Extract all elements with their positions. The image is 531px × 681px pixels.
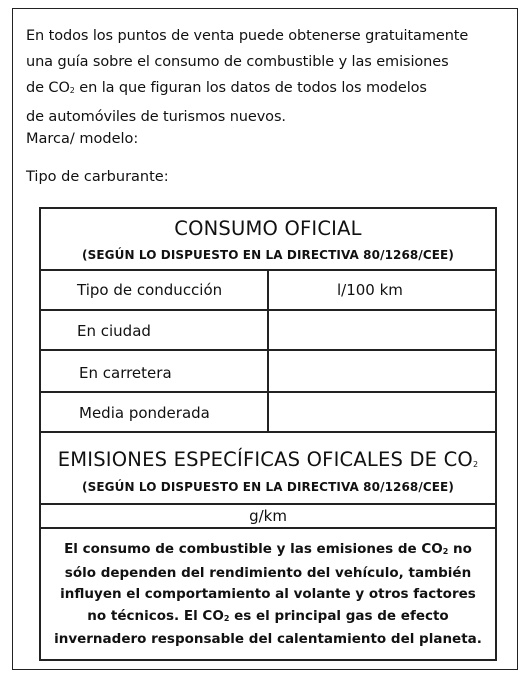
consumption-title: CONSUMO OFICIAL [174, 217, 362, 240]
row-weighted-average: Media ponderada [79, 404, 210, 422]
intro-line-4: de automóviles de turismos nuevos. [26, 109, 286, 125]
divider [41, 309, 495, 311]
intro-line-1: En todos los puntos de venta puede obtenerse gratuitamente [26, 28, 469, 44]
emissions-directive: (SEGÚN LO DISPUESTO EN LA DIRECTIVA 80/1268/CEE) [82, 480, 454, 494]
note-line-3: influyen el comportamiento al volante y otros factores [60, 586, 476, 602]
label-frame [12, 8, 518, 670]
divider [41, 527, 495, 529]
row-highway: En carretera [79, 364, 172, 382]
brand-model-label: Marca/ modelo: [26, 131, 139, 147]
consumption-directive: (SEGÚN LO DISPUESTO EN LA DIRECTIVA 80/1268/CEE) [82, 248, 454, 262]
divider [41, 503, 495, 505]
consumption-label-box [39, 207, 497, 661]
column-divider [267, 271, 269, 432]
note-co2-subscript: 2 [223, 613, 230, 623]
header-unit-l100km: l/100 km [337, 281, 403, 299]
header-driving-type: Tipo de conducción [77, 281, 223, 299]
note-line-4-text: no técnicos. El CO [87, 607, 224, 624]
disclaimer-note [49, 539, 487, 651]
fuel-type-label: Tipo de carburante: [26, 169, 169, 185]
note-line-1-text: El consumo de combustible y las emisiones de CO [64, 541, 443, 557]
emissions-title-text: EMISIONES ESPECÍFICAS OFICALES DE CO [57, 448, 473, 471]
intro-co2-subscript: 2 [69, 86, 75, 95]
divider [41, 391, 495, 393]
intro-co2-text: de CO [26, 80, 70, 96]
intro-line-2: una guía sobre el consumo de combustible y las emisiones [26, 54, 449, 70]
note-line-1 [49, 539, 487, 563]
intro-line-3-rest: en la que figuran los datos de todos los modelos [74, 80, 427, 96]
intro-paragraph [26, 23, 511, 130]
emissions-unit-gkm: g/km [249, 507, 287, 525]
note-line-2: sólo dependen del rendimiento del vehículo, también [64, 564, 472, 581]
intro-line-3 [26, 75, 511, 104]
note-line-4-rest: es el principal gas de efecto [229, 607, 449, 624]
divider [41, 349, 495, 351]
note-line-5: invernadero responsable del calentamiento del planeta. [54, 631, 482, 647]
emissions-co2-subscript: 2 [472, 460, 479, 469]
note-line-4 [49, 606, 487, 630]
row-city: En ciudad [77, 322, 151, 340]
divider [41, 431, 495, 433]
emissions-title [41, 448, 495, 471]
note-co2-subscript: 2 [442, 547, 449, 556]
note-line-1-rest: no [448, 541, 472, 557]
